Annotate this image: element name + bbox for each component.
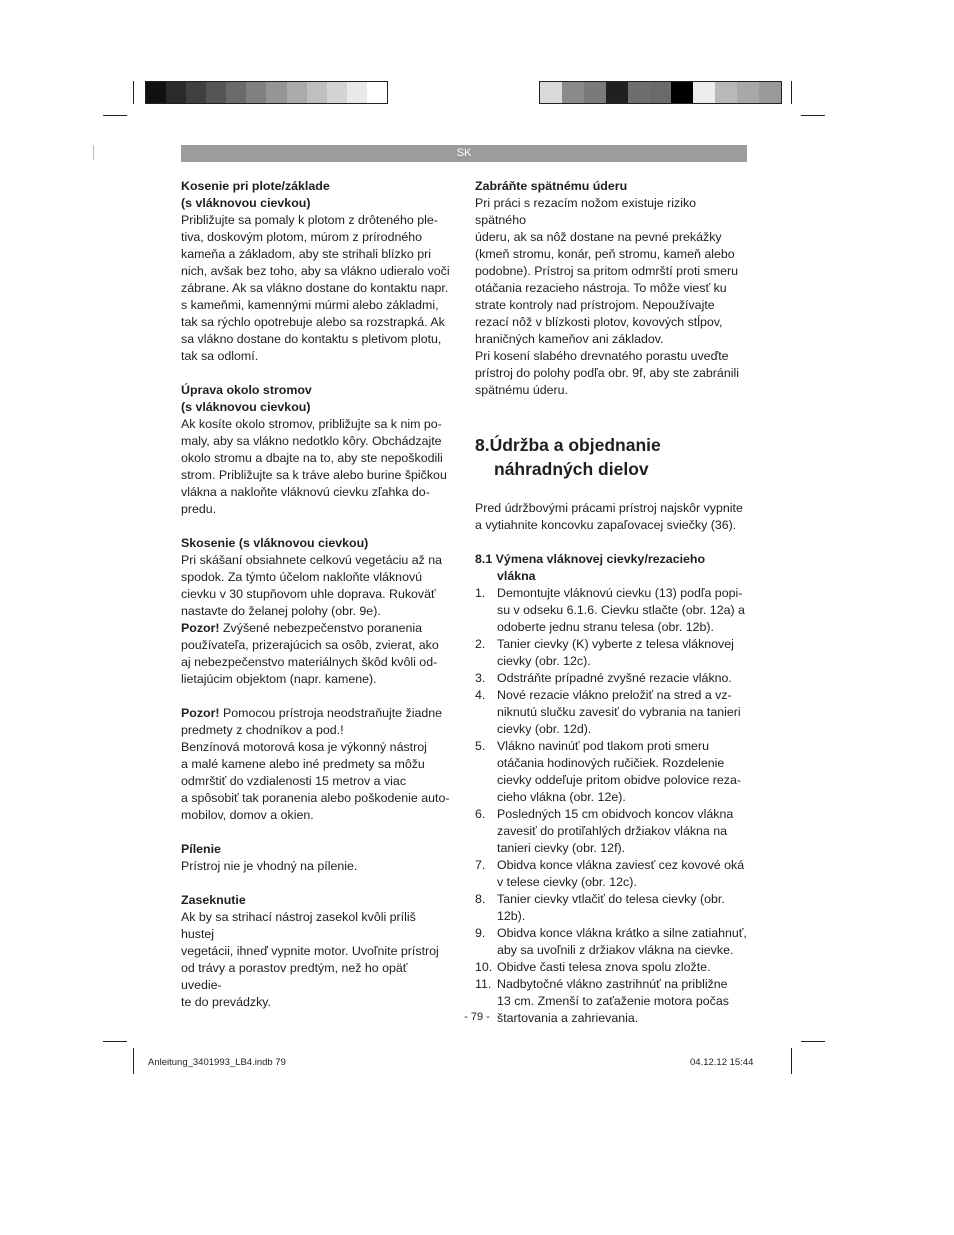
crop-mark [801,1041,825,1042]
language-header-bar [181,145,747,162]
step-text-line: cievky oddeľuje pritom obidve polovice reza- [497,773,741,787]
step-item [475,687,747,738]
step-item [475,806,747,857]
chapter-title-line1: 8.Údržba a objednanie [475,435,661,455]
step-text-line: zavesiť do protiľahlých držiakov vlákna na [497,824,728,838]
text-line: Pri skášaní obsiahnete celkovú vegetáciu až na [181,553,443,567]
crop-mark [791,81,792,104]
section-heading: Úprava okolo stromov [181,383,312,397]
paragraph [475,195,747,399]
color-swatch [650,82,672,103]
text-line: od trávy a porastov predtým, než ho opäť uvedie- [181,961,408,992]
step-text-line: Posledných 15 cm obidvoch koncov vlákna [497,807,734,821]
text-line: nich, avšak bez toho, aby sa vlákno udieralo voči [181,264,450,278]
color-swatch [287,82,307,103]
text-line: odmrštiť do vzdialenosti 15 metrov a viac [181,774,407,788]
step-item [475,891,747,925]
step-text-line: Obidva konce vlákna krátko a silne zatiahnuť, [497,926,747,940]
text-line: zábrane. Ak sa vlákno dostane do kontaktu napr. [181,281,449,295]
section-heading: Pílenie [181,842,221,856]
footer-date-info: 04.12.12 15:44 [690,1057,754,1068]
text-line: sa vlákno dostane do kontaktu s pletivom plotu, [181,332,442,346]
step-number: 9. [475,926,486,940]
color-swatch [246,82,266,103]
step-item [475,670,747,687]
text-line: tiva, doskovým plotom, múrom z prírodného [181,230,423,244]
section-heading: Skosenie (s vláknovou cievkou) [181,536,369,550]
text-line: cievku v 30 stupňovom uhle doprava. Rukoväť [181,587,436,601]
step-text-line: 13 cm. Zmenší to zaťaženie motora počas [497,994,729,1008]
paragraph [181,858,451,875]
step-text-line: štartovania a zahrievania. [497,1011,639,1025]
crop-mark [133,1048,134,1074]
text-line: nastavte do želanej polohy (obr. 9e). [181,604,381,618]
step-item [475,738,747,806]
color-swatch [693,82,715,103]
paragraph [181,416,451,518]
step-number: 4. [475,688,486,702]
color-swatch [146,82,166,103]
text-line: spodok. Za týmto účelom nakloňte vláknovú [181,570,423,584]
color-calibration-bar-left [145,81,388,104]
footer-file-info: Anleitung_3401993_LB4.indb 79 [148,1057,286,1068]
section-pozor-predmety [181,705,451,824]
text-line: kameňa a základom, aby ste strihali blízko pri [181,247,431,261]
text-line: používateľa, prizerajúcich sa osôb, zvierat, ako [181,638,439,652]
section-heading-line2: (s vláknovou cievkou) [181,400,311,414]
text-line: Benzínová motorová kosa je výkonný nástroj [181,740,427,754]
text-line: vlákna a nakloňte vláknovú cievku zľahka do- [181,485,430,499]
step-item [475,925,747,959]
left-column [181,178,451,1011]
language-code: SK [456,147,472,159]
text-line: Pred údržbovými prácami prístroj najskôr vypnite [475,501,743,515]
subsection-heading-line2: vlákna [497,569,536,583]
text-line: strate kontroly nad prístrojom. Nepoužívajte [475,298,715,312]
chapter-title-line2: náhradných dielov [494,459,649,479]
text-line: Približujte sa pomaly k plotom z drôteného ple- [181,213,438,227]
section-heading: Zaseknutie [181,893,246,907]
step-number: 1. [475,586,486,600]
step-text-line: Demontujte vláknovú cievku (13) podľa popi- [497,586,743,600]
right-column [475,178,747,1027]
step-text-line: cievky (obr. 12d). [497,722,592,736]
step-number: 6. [475,807,486,821]
warning-text: Zvýšené nebezpečenstvo poranenia [219,621,423,635]
paragraph [181,552,451,620]
color-swatch [628,82,650,103]
crop-mark [103,115,127,116]
section-spatny-uder [475,178,747,399]
step-text-line: Tanier cievky vtlačiť do telesa cievky (obr. [497,892,725,906]
color-swatch [562,82,584,103]
text-line: prístroj do polohy podľa obr. 9f, aby ste zabránili [475,366,739,380]
text-line: rezací nôž v blízkosti plotov, kovových stĺpov, [475,315,723,329]
section-heading: Zabráňte spätnému úderu [475,179,628,193]
crop-mark [791,1048,792,1074]
color-swatch [367,82,387,103]
section-kosenie-pri-plote [181,178,451,365]
step-text-line: odoberte jednu stranu telesa (obr. 12b). [497,620,714,634]
text-line: predmety z chodníkov a pod.! [181,723,344,737]
step-number: 10. [475,960,493,974]
crop-mark [801,115,825,116]
section-uprava-okolo-stromov [181,382,451,518]
text-line: lietajúcim objektom (napr. kamene). [181,672,377,686]
color-swatch [307,82,327,103]
step-text-line: Nadbytočné vlákno zastrihnúť na približne [497,977,728,991]
step-number: 5. [475,739,486,753]
text-line: podobne). Prístroj sa pritom odmrští proti smeru [475,264,739,278]
text-line: okolo stromu a dbajte na to, aby ste nepoškodili [181,451,443,465]
step-number: 8. [475,892,486,906]
color-swatch [540,82,562,103]
paragraph [181,909,451,1011]
color-swatch [347,82,367,103]
step-text-line: Obidva konce vlákna zaviesť cez kovové oká [497,858,745,872]
text-line: strom. Približujte sa k tráve alebo burine špičkou [181,468,447,482]
section-heading-line2: (s vláknovou cievkou) [181,196,311,210]
paragraph [181,722,451,824]
page-number: - 79 - [464,1011,490,1023]
crop-mark [103,1041,127,1042]
warning-label: Pozor! [181,621,220,635]
warning-label: Pozor! [181,706,220,720]
section-pilenie [181,841,451,875]
chapter-udrzba [475,433,747,534]
step-item [475,959,747,976]
text-line: te do prevádzky. [181,995,271,1009]
text-line: a malé kamene alebo iné predmety sa môžu [181,757,425,771]
step-number: 7. [475,858,486,872]
color-swatch [606,82,628,103]
section-zaseknutie [181,892,451,1011]
step-text-line: v telese cievky (obr. 12c). [497,875,637,889]
text-line: Ak kosíte okolo stromov, približujte sa k nim po- [181,417,442,431]
color-swatch [759,82,781,103]
color-swatch [266,82,286,103]
color-swatch [584,82,606,103]
crop-mark [133,81,134,104]
color-swatch [226,82,246,103]
text-line: (kmeň stromu, konár, peň stromu, kameň alebo [475,247,735,261]
text-line: tak sa rýchlo opotrebuje alebo sa rozstrapká. Ak [181,315,445,329]
text-line: otáčania rezacieho nástroja. To môže viesť ku [475,281,727,295]
step-text-line: Tanier cievky (K) vyberte z telesa vláknovej [497,637,734,651]
step-text-line: Obidve časti telesa znova spolu zložte. [497,960,711,974]
text-line: mobilov, domov a okien. [181,808,314,822]
subsection-heading [475,551,747,585]
step-text-line: tanieri cievky (obr. 12f). [497,841,626,855]
text-line: maly, aby sa vlákno nedotklo kôry. Obchádzajte [181,434,442,448]
step-text-line: cievky (obr. 12c). [497,654,591,668]
section-skosenie [181,535,451,688]
step-text-line: aby sa uvoľnili z držiakov vlákna na cievke. [497,943,734,957]
chapter-title [475,433,747,481]
text-line: vegetácii, ihneď vypnite motor. Uvoľnite prístroj [181,944,439,958]
text-line: úderu, ak sa nôž dostane na pevné prekážky [475,230,722,244]
step-text-line: otáčania hodinových ručičiek. Rozdelenie [497,756,725,770]
crop-mark [93,145,94,160]
text-line: Ak by sa strihací nástroj zasekol kvôli príliš hustej [181,910,416,941]
color-swatch [166,82,186,103]
step-number: 2. [475,637,486,651]
numbered-steps-list [475,585,747,1027]
step-text-line: Vlákno navinúť pod tlakom proti smeru [497,739,709,753]
paragraph [181,212,451,365]
color-swatch [206,82,226,103]
text-line: a vytiahnite koncovku zapaľovacej sviečky (36). [475,518,737,532]
text-line: aj nebezpečenstvo materiálnych škôd kvôli od- [181,655,438,669]
text-line: hraničných kameňov ani základov. [475,332,664,346]
warning-paragraph [181,637,451,688]
warning-line [181,620,451,637]
subsection-vymena-cievky [475,551,747,1027]
text-line: predu. [181,502,217,516]
color-swatch [327,82,347,103]
step-item [475,857,747,891]
step-item [475,636,747,670]
color-swatch [671,82,693,103]
step-number: 3. [475,671,486,685]
step-item [475,585,747,636]
color-swatch [715,82,737,103]
text-line: Pri kosení slabého drevnatého porastu uveďte [475,349,729,363]
warning-line [181,705,451,722]
step-text-line: cieho vlákna (obr. 12e). [497,790,626,804]
step-text-line: 12b). [497,909,526,923]
color-swatch [186,82,206,103]
color-calibration-bar-right [539,81,782,104]
paragraph [475,500,747,534]
text-line: tak sa odlomí. [181,349,259,363]
section-heading: Kosenie pri plote/základe [181,179,330,193]
step-number: 11. [475,977,492,991]
warning-text: Pomocou prístroja neodstraňujte žiadne [219,706,443,720]
step-text-line: su v odseku 6.1.6. Cievku stlačte (obr. 12a) a [497,603,745,617]
step-text-line: Nové rezacie vlákno preložiť na stred a vz- [497,688,732,702]
color-swatch [737,82,759,103]
step-text-line: Odstráňte prípadné zvyšné rezacie vlákno. [497,671,732,685]
text-line: Prístroj nie je vhodný na pílenie. [181,859,358,873]
subsection-heading-line1: 8.1 Výmena vláknovej cievky/rezacieho [475,552,706,566]
step-text-line: niknutú slučku zavesiť do vybrania na tanieri [497,705,741,719]
text-line: a spôsobiť tak poranenia alebo poškodenie auto- [181,791,450,805]
text-line: spätnému úderu. [475,383,568,397]
text-line: s kameňmi, kamennými múrmi alebo základmi, [181,298,439,312]
text-line: Pri práci s rezacím nožom existuje riziko spätného [475,196,697,227]
